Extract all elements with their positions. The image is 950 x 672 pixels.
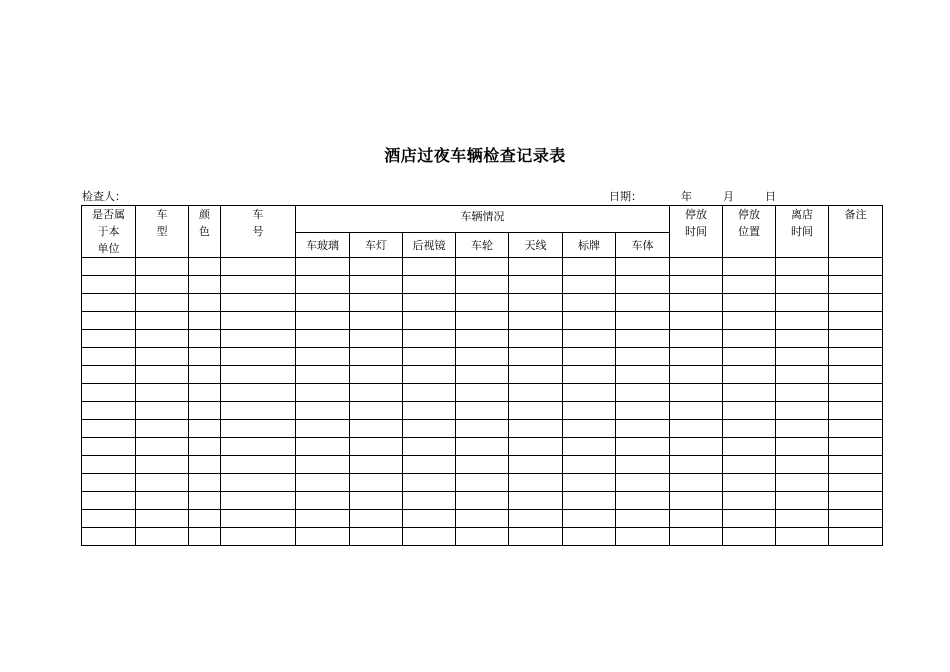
table-cell[interactable] [723,492,776,510]
table-cell[interactable] [670,258,723,276]
table-cell[interactable] [776,402,829,420]
table-cell[interactable] [563,276,616,294]
table-cell[interactable] [296,258,350,276]
table-cell[interactable] [563,528,616,546]
table-cell[interactable] [509,348,563,366]
table-cell[interactable] [670,294,723,312]
inspector-label: 检查人： [82,190,126,203]
table-cell[interactable] [456,330,509,348]
table-cell[interactable] [776,366,829,384]
table-cell[interactable] [563,474,616,492]
header-belongs-line2: 于本 [97,225,120,238]
table-cell[interactable] [456,312,509,330]
table-cell[interactable] [723,366,776,384]
table-cell[interactable] [456,384,509,402]
table-cell[interactable] [776,456,829,474]
table-cell[interactable] [136,384,189,402]
table-cell[interactable] [403,258,456,276]
header-parking-position-line1: 停放 [738,208,761,221]
table-cell[interactable] [82,312,136,330]
table-cell[interactable] [616,384,670,402]
table-row [82,438,883,456]
table-cell[interactable] [136,456,189,474]
table-cell[interactable] [136,366,189,384]
table-cell[interactable] [829,528,883,546]
table-cell[interactable] [136,492,189,510]
table-cell[interactable] [509,528,563,546]
table-cell[interactable] [616,456,670,474]
table-cell[interactable] [350,402,403,420]
table-cell[interactable] [296,420,350,438]
table-cell[interactable] [296,528,350,546]
table-cell[interactable] [829,438,883,456]
table-cell[interactable] [221,312,296,330]
table-cell[interactable] [221,528,296,546]
table-cell[interactable] [403,456,456,474]
table-cell[interactable] [776,438,829,456]
table-cell[interactable] [776,384,829,402]
table-cell[interactable] [616,528,670,546]
header-wheels: 车轮 [456,233,509,258]
table-cell[interactable] [456,294,509,312]
table-cell[interactable] [82,366,136,384]
table-cell[interactable] [82,438,136,456]
table-cell[interactable] [776,492,829,510]
table-cell[interactable] [221,510,296,528]
table-cell[interactable] [82,420,136,438]
table-cell[interactable] [221,420,296,438]
table-cell[interactable] [221,474,296,492]
table-cell[interactable] [221,348,296,366]
table-cell[interactable] [456,348,509,366]
table-row [82,312,883,330]
table-cell[interactable] [403,348,456,366]
table-cell[interactable] [509,492,563,510]
table-cell[interactable] [136,474,189,492]
header-plate-sign: 标牌 [563,233,616,258]
header-color-line2: 色 [199,225,210,238]
header-parking-position [723,206,776,258]
table-cell[interactable] [350,420,403,438]
month-label: 月 [723,190,734,203]
table-cell[interactable] [456,276,509,294]
header-belongs-to-unit [82,206,136,258]
table-cell[interactable] [189,474,221,492]
table-cell[interactable] [670,420,723,438]
header-departure-time-line2: 时间 [791,225,814,238]
table-row [82,384,883,402]
table-cell[interactable] [403,312,456,330]
table-cell[interactable] [136,312,189,330]
table-cell[interactable] [670,474,723,492]
table-cell[interactable] [723,348,776,366]
table-cell[interactable] [829,348,883,366]
table-cell[interactable] [350,510,403,528]
table-cell[interactable] [82,276,136,294]
table-cell[interactable] [616,312,670,330]
table-cell[interactable] [136,420,189,438]
header-plate-line2: 号 [252,225,264,238]
table-cell[interactable] [723,384,776,402]
table-cell[interactable] [221,330,296,348]
table-cell[interactable] [136,276,189,294]
table-body [82,258,883,546]
table-cell[interactable] [221,456,296,474]
table-row [82,330,883,348]
header-lights: 车灯 [350,233,403,258]
table-cell[interactable] [723,312,776,330]
header-car-type [136,206,189,258]
header-belongs-line1: 是否属 [92,208,125,221]
table-cell[interactable] [563,348,616,366]
table-cell[interactable] [136,510,189,528]
table-cell[interactable] [82,528,136,546]
table-cell[interactable] [296,276,350,294]
table-cell[interactable] [221,258,296,276]
table-cell[interactable] [670,402,723,420]
table-cell[interactable] [509,510,563,528]
table-cell[interactable] [136,330,189,348]
header-vehicle-condition [296,206,670,233]
table-cell[interactable] [509,420,563,438]
table-cell[interactable] [456,456,509,474]
header-remarks-label: 备注 [844,208,867,221]
table-cell[interactable] [776,510,829,528]
inspection-log-table [81,205,883,546]
table-cell[interactable] [82,384,136,402]
table-cell[interactable] [563,330,616,348]
table-cell[interactable] [189,528,221,546]
table-cell[interactable] [829,312,883,330]
table-cell[interactable] [829,276,883,294]
table-cell[interactable] [616,366,670,384]
table-cell[interactable] [221,438,296,456]
table-cell[interactable] [670,438,723,456]
table-cell[interactable] [456,492,509,510]
table-cell[interactable] [350,312,403,330]
table-cell[interactable] [136,528,189,546]
table-cell[interactable] [616,294,670,312]
table-cell[interactable] [350,276,403,294]
header-color [189,206,221,258]
table-cell[interactable] [403,366,456,384]
table-cell[interactable] [221,492,296,510]
table-cell[interactable] [82,258,136,276]
table-cell[interactable] [403,510,456,528]
header-parking-time-line1: 停放 [685,208,708,221]
table-cell[interactable] [456,510,509,528]
header-departure-time [776,206,829,258]
table-cell[interactable] [829,456,883,474]
table-cell[interactable] [776,348,829,366]
table-cell[interactable] [829,384,883,402]
header-body: 车体 [616,233,670,258]
table-cell[interactable] [776,474,829,492]
table-cell[interactable] [776,294,829,312]
table-cell[interactable] [670,312,723,330]
table-cell[interactable] [776,258,829,276]
table-cell[interactable] [456,528,509,546]
header-parking-time-line2: 时间 [685,225,708,238]
table-cell[interactable] [563,420,616,438]
table-cell[interactable] [776,312,829,330]
table-cell[interactable] [403,420,456,438]
table-cell[interactable] [296,348,350,366]
header-glass: 车玻璃 [296,233,350,258]
table-cell[interactable] [723,294,776,312]
table-cell[interactable] [456,366,509,384]
table-cell[interactable] [509,366,563,384]
table-cell[interactable] [189,330,221,348]
date-label: 日期： [609,190,642,203]
table-row [82,420,883,438]
table-cell[interactable] [82,402,136,420]
table-cell[interactable] [189,402,221,420]
table-row [82,510,883,528]
table-cell[interactable] [723,330,776,348]
table-cell[interactable] [670,366,723,384]
table-cell[interactable] [350,366,403,384]
table-row [82,402,883,420]
header-plate-number [221,206,296,258]
table-cell[interactable] [829,510,883,528]
table-row [82,258,883,276]
table-cell[interactable] [82,474,136,492]
table-cell[interactable] [189,366,221,384]
table-cell[interactable] [829,474,883,492]
table-cell[interactable] [296,510,350,528]
table-cell[interactable] [563,510,616,528]
table-cell[interactable] [221,384,296,402]
table-cell[interactable] [296,492,350,510]
table-cell[interactable] [723,420,776,438]
table-cell[interactable] [189,276,221,294]
table-cell[interactable] [456,402,509,420]
table-cell[interactable] [723,528,776,546]
table-cell[interactable] [670,330,723,348]
year-label: 年 [681,190,692,203]
table-cell[interactable] [296,438,350,456]
table-cell[interactable] [456,438,509,456]
table-row [82,492,883,510]
table-cell[interactable] [221,276,296,294]
table-cell[interactable] [350,474,403,492]
table-cell[interactable] [350,258,403,276]
table-cell[interactable] [350,294,403,312]
table-row [82,456,883,474]
table-cell[interactable] [563,402,616,420]
table-cell[interactable] [616,420,670,438]
table-row [82,294,883,312]
header-color-line1: 颜 [199,208,210,221]
table-cell[interactable] [670,276,723,294]
table-cell[interactable] [776,330,829,348]
table-cell[interactable] [563,366,616,384]
table-cell[interactable] [296,474,350,492]
table-cell[interactable] [509,276,563,294]
table-cell[interactable] [509,330,563,348]
table-cell[interactable] [189,258,221,276]
table-cell[interactable] [563,492,616,510]
table-cell[interactable] [670,384,723,402]
header-antenna: 天线 [509,233,563,258]
table-cell[interactable] [723,438,776,456]
table-cell[interactable] [296,294,350,312]
table-cell[interactable] [670,528,723,546]
table-cell[interactable] [723,276,776,294]
table-cell[interactable] [296,312,350,330]
table-cell[interactable] [509,474,563,492]
table-cell[interactable] [189,456,221,474]
table-cell[interactable] [403,492,456,510]
table-cell[interactable] [350,384,403,402]
table-cell[interactable] [136,348,189,366]
table-cell[interactable] [829,258,883,276]
table-cell[interactable] [350,438,403,456]
table-cell[interactable] [509,438,563,456]
table-cell[interactable] [221,294,296,312]
table-cell[interactable] [82,492,136,510]
table-cell[interactable] [670,492,723,510]
table-cell[interactable] [82,510,136,528]
table-cell[interactable] [829,330,883,348]
table-cell[interactable] [723,510,776,528]
table-cell[interactable] [82,456,136,474]
table-cell[interactable] [136,438,189,456]
table-cell[interactable] [723,402,776,420]
table-cell[interactable] [616,492,670,510]
table-cell[interactable] [403,474,456,492]
table-cell[interactable] [563,384,616,402]
table-cell[interactable] [616,258,670,276]
table-cell[interactable] [776,420,829,438]
table-cell[interactable] [670,456,723,474]
table-cell[interactable] [350,348,403,366]
table-cell[interactable] [296,330,350,348]
header-remarks [829,206,883,258]
table-cell[interactable] [189,438,221,456]
table-cell[interactable] [509,384,563,402]
header-car-type-line2: 型 [156,225,168,238]
table-cell[interactable] [616,276,670,294]
table-cell[interactable] [189,492,221,510]
table-cell[interactable] [616,348,670,366]
table-row [82,474,883,492]
table-cell[interactable] [189,510,221,528]
table-cell[interactable] [82,330,136,348]
table-cell[interactable] [136,294,189,312]
table-cell[interactable] [563,294,616,312]
table-row [82,276,883,294]
table-cell[interactable] [296,366,350,384]
table-cell[interactable] [350,330,403,348]
table-cell[interactable] [403,384,456,402]
day-label: 日 [765,190,776,203]
table-cell[interactable] [456,258,509,276]
table-cell[interactable] [403,294,456,312]
table-cell[interactable] [616,438,670,456]
table-cell[interactable] [670,348,723,366]
table-cell[interactable] [563,312,616,330]
table-cell[interactable] [456,474,509,492]
table-cell[interactable] [509,312,563,330]
table-row [82,528,883,546]
table-cell[interactable] [189,384,221,402]
table-cell[interactable] [670,510,723,528]
table-cell[interactable] [350,456,403,474]
table-cell[interactable] [829,492,883,510]
header-parking-time [670,206,723,258]
header-departure-time-line1: 离店 [791,208,814,221]
header-vehicle-condition-label: 车辆情况 [460,210,505,223]
table-cell[interactable] [509,258,563,276]
table-cell[interactable] [189,294,221,312]
table-cell[interactable] [403,330,456,348]
table-cell[interactable] [616,474,670,492]
table-cell[interactable] [509,402,563,420]
table-cell[interactable] [829,402,883,420]
table-cell[interactable] [723,474,776,492]
table-cell[interactable] [189,420,221,438]
table-cell[interactable] [829,366,883,384]
table-cell[interactable] [189,348,221,366]
table-cell[interactable] [563,438,616,456]
table-cell[interactable] [136,258,189,276]
table-row [82,366,883,384]
table-cell[interactable] [350,528,403,546]
table-cell[interactable] [189,312,221,330]
table-cell[interactable] [456,420,509,438]
table-row [82,348,883,366]
table-cell[interactable] [82,348,136,366]
table-cell[interactable] [403,402,456,420]
table-cell[interactable] [350,492,403,510]
table-cell[interactable] [563,456,616,474]
table-cell[interactable] [296,402,350,420]
document-title: 酒店过夜车辆检查记录表 [384,146,566,165]
table-cell[interactable] [616,402,670,420]
table-cell[interactable] [403,438,456,456]
table-cell[interactable] [403,528,456,546]
header-parking-position-line2: 位置 [738,225,761,238]
table-cell[interactable] [403,276,456,294]
table-cell[interactable] [82,294,136,312]
table-cell[interactable] [221,402,296,420]
header-plate-line1: 车 [252,208,264,221]
table-cell[interactable] [776,528,829,546]
table-cell[interactable] [296,456,350,474]
table-cell[interactable] [509,456,563,474]
table-cell[interactable] [829,420,883,438]
table-cell[interactable] [723,456,776,474]
header-car-type-line1: 车 [156,208,168,221]
table-cell[interactable] [616,330,670,348]
table-cell[interactable] [221,366,296,384]
table-cell[interactable] [136,402,189,420]
table-cell[interactable] [509,294,563,312]
table-cell[interactable] [776,276,829,294]
header-belongs-line3: 单位 [97,242,120,255]
table-cell[interactable] [296,384,350,402]
table-cell[interactable] [563,258,616,276]
table-cell[interactable] [616,510,670,528]
table-cell[interactable] [829,294,883,312]
header-mirrors: 后视镜 [403,233,456,258]
table-cell[interactable] [723,258,776,276]
